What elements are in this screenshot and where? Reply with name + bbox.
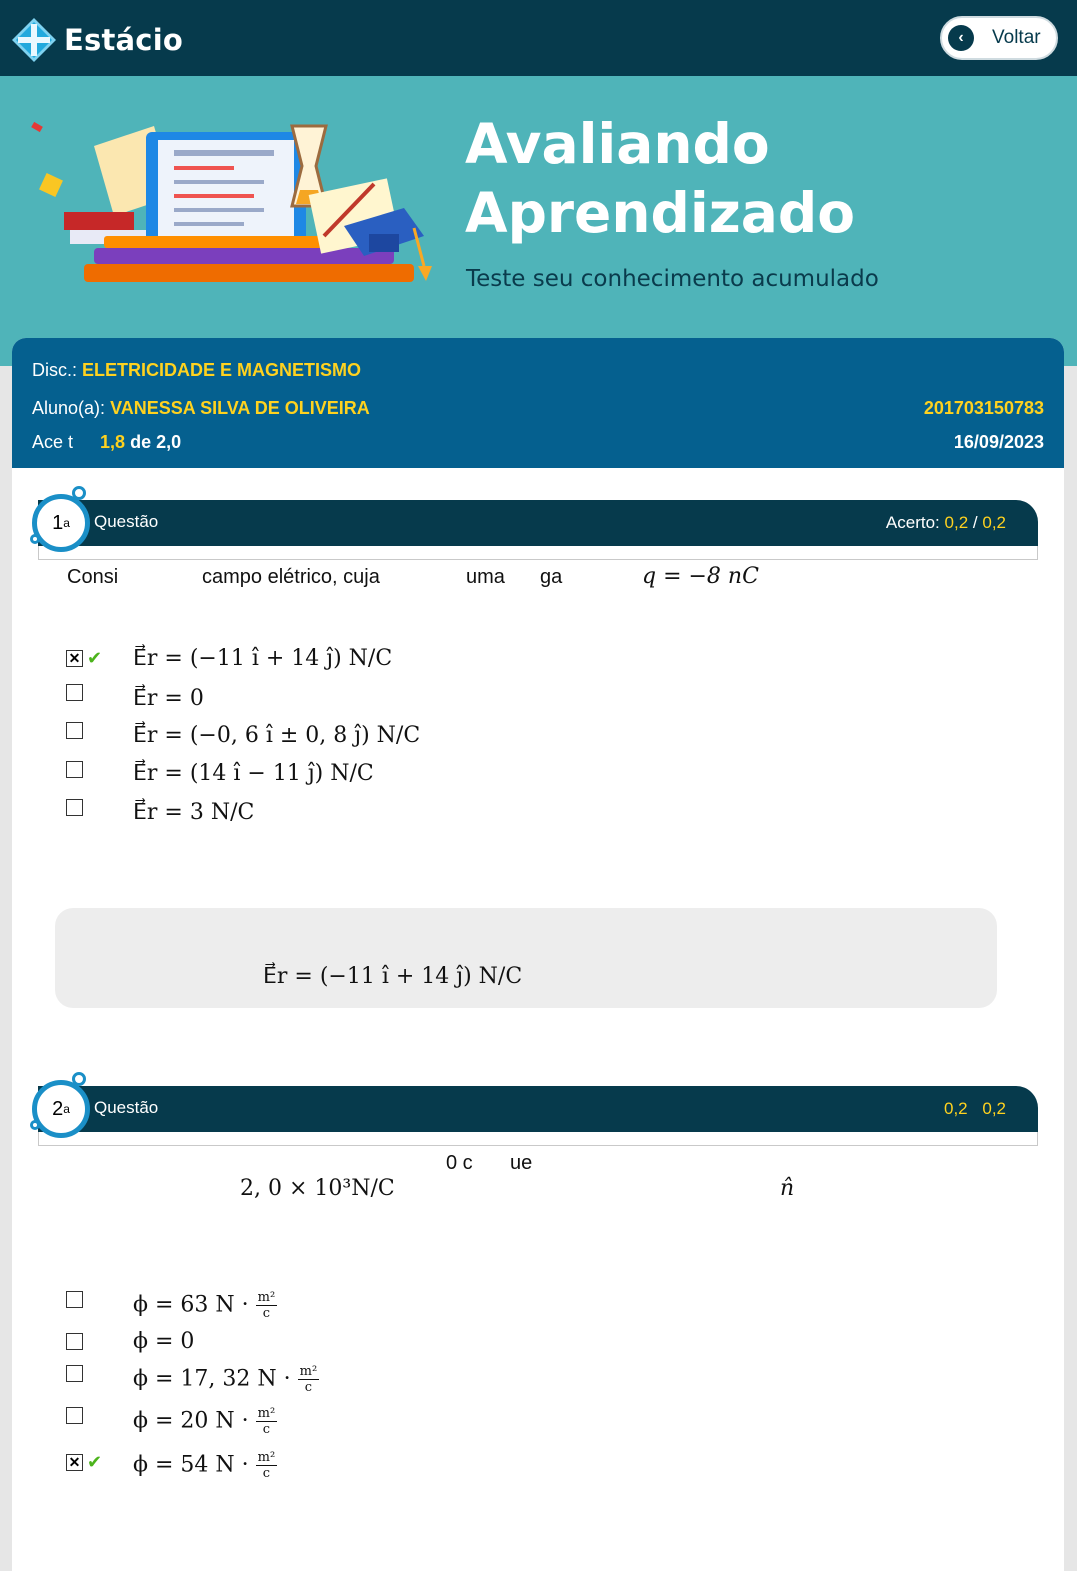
study-illustration bbox=[24, 116, 444, 306]
page-title-line1: Avaliando bbox=[465, 112, 770, 176]
exam-date: 16/09/2023 bbox=[953, 432, 1044, 452]
question-2-stem-a: 0 c bbox=[446, 1152, 473, 1174]
student-label: Aluno(a): bbox=[32, 398, 106, 418]
option-2e[interactable] bbox=[66, 1447, 103, 1477]
option-1c[interactable] bbox=[66, 715, 83, 745]
checkbox-icon[interactable] bbox=[66, 799, 83, 816]
answer-explanation-box bbox=[55, 908, 997, 1008]
checkbox-icon[interactable] bbox=[66, 1333, 83, 1350]
score-row bbox=[32, 432, 181, 453]
option-2c[interactable] bbox=[66, 1358, 83, 1388]
option-2a-text bbox=[133, 1290, 277, 1321]
question-1-ordinal: a bbox=[63, 516, 70, 530]
question-2-score bbox=[944, 1099, 1006, 1119]
option-2d-prefix: ϕ = 20 N · bbox=[133, 1408, 249, 1434]
checkbox-icon[interactable] bbox=[66, 722, 83, 739]
fraction-numerator: m² bbox=[257, 1290, 276, 1305]
question-1-stem-b: campo elétrico, cuja bbox=[202, 566, 380, 588]
brand-name: Estácio bbox=[64, 23, 183, 57]
option-2a-prefix: ϕ = 63 N · bbox=[133, 1292, 249, 1318]
checkbox-checked-icon[interactable]: ✕ bbox=[66, 650, 83, 667]
question-1-stem-a: Consi bbox=[67, 566, 119, 588]
fraction-numerator: m² bbox=[257, 1450, 276, 1465]
fraction-denominator: c bbox=[262, 1306, 271, 1321]
option-2b-text: ϕ = 0 bbox=[133, 1329, 195, 1354]
question-1-score-sep: / bbox=[972, 513, 978, 532]
student-info-panel bbox=[12, 338, 1064, 468]
left-gutter bbox=[0, 366, 12, 1571]
option-2b[interactable] bbox=[66, 1326, 83, 1356]
question-1-score-value: 0,2 bbox=[944, 513, 969, 532]
question-2-score-value: 0,2 bbox=[943, 1099, 968, 1118]
student-id: 201703150783 bbox=[923, 398, 1044, 418]
question-2-stem-math2: n̂ bbox=[780, 1176, 795, 1201]
score-value: 1,8 bbox=[100, 432, 126, 452]
option-2a-fraction bbox=[256, 1290, 278, 1321]
chevron-left-icon: ‹ bbox=[948, 25, 974, 51]
estacio-logo-icon bbox=[10, 16, 58, 64]
option-1a[interactable] bbox=[66, 643, 103, 673]
option-1e-text: E⃗r = 3 N/C bbox=[133, 800, 255, 825]
question-2-header bbox=[38, 1086, 1038, 1132]
badge-dot bbox=[30, 1120, 40, 1130]
checkbox-icon[interactable] bbox=[66, 684, 83, 701]
checkbox-icon[interactable] bbox=[66, 761, 83, 778]
question-2-stem-b: ue bbox=[510, 1152, 533, 1174]
student-name: VANESSA SILVA DE OLIVEIRA bbox=[110, 398, 370, 418]
option-2d[interactable] bbox=[66, 1400, 83, 1430]
page-subtitle: Teste seu conhecimento acumulado bbox=[466, 266, 879, 292]
question-1-number: 1 bbox=[52, 511, 64, 534]
option-2a[interactable] bbox=[66, 1284, 83, 1314]
question-1-frame bbox=[38, 546, 1038, 560]
fraction-denominator: c bbox=[262, 1422, 271, 1437]
question-1-score bbox=[886, 513, 1006, 533]
brand-logo[interactable] bbox=[10, 16, 183, 64]
option-1d[interactable] bbox=[66, 754, 83, 784]
question-1-score-max: 0,2 bbox=[982, 513, 1006, 532]
question-2-ordinal: a bbox=[63, 1102, 70, 1116]
checkmark-icon: ✔ bbox=[87, 647, 103, 668]
fraction-denominator: c bbox=[262, 1466, 271, 1481]
option-2e-fraction bbox=[256, 1450, 278, 1481]
question-1-stem-c: uma bbox=[466, 566, 505, 588]
question-1-score-label: Acerto: bbox=[885, 513, 940, 532]
option-2c-text bbox=[133, 1364, 319, 1395]
checkbox-icon[interactable] bbox=[66, 1291, 83, 1308]
page-title bbox=[465, 110, 855, 248]
answer-explanation-text: E⃗r = (−11 ı̂ + 14 ȷ̂) N/C bbox=[263, 964, 523, 989]
option-1a-text: E⃗r = (−11 ı̂ + 14 ȷ̂) N/C bbox=[133, 646, 393, 671]
question-2-stem-math1: 2, 0 × 10³N/C bbox=[240, 1176, 395, 1201]
right-gutter bbox=[1064, 366, 1077, 1571]
question-2-number: 2 bbox=[52, 1097, 64, 1120]
back-button[interactable] bbox=[940, 16, 1058, 60]
option-2c-fraction bbox=[298, 1364, 320, 1395]
option-2e-prefix: ϕ = 54 N · bbox=[133, 1452, 249, 1478]
fraction-numerator: m² bbox=[257, 1406, 276, 1421]
score-label: Ace t bbox=[32, 432, 74, 452]
page-title-line2: Aprendizado bbox=[465, 181, 856, 245]
question-1-stem-math: q = −8 nC bbox=[642, 564, 759, 589]
option-2e-text bbox=[133, 1450, 277, 1481]
checkmark-icon: ✔ bbox=[87, 1451, 103, 1472]
option-1c-text: E⃗r = (−0, 6 ı̂ ± 0, 8 ȷ̂) N/C bbox=[133, 723, 421, 748]
question-1-badge bbox=[32, 494, 90, 552]
score-total: de 2,0 bbox=[130, 432, 182, 452]
question-2-frame bbox=[38, 1132, 1038, 1146]
student-row bbox=[32, 398, 370, 419]
hero-banner bbox=[0, 76, 1077, 366]
top-bar bbox=[0, 0, 1077, 76]
checkbox-checked-icon[interactable]: ✕ bbox=[66, 1454, 83, 1471]
fraction-numerator: m² bbox=[299, 1364, 318, 1379]
option-1b-text: E⃗r = 0 bbox=[133, 686, 204, 711]
option-1d-text: E⃗r = (14 ı̂ − 11 ȷ̂) N/C bbox=[133, 761, 374, 786]
question-1-stem-d: ga bbox=[540, 566, 563, 588]
option-2d-fraction bbox=[256, 1406, 278, 1437]
fraction-denominator: c bbox=[304, 1380, 313, 1395]
question-2-score-max: 0,2 bbox=[982, 1099, 1006, 1118]
discipline-row bbox=[32, 360, 361, 381]
discipline-value: ELETRICIDADE E MAGNETISMO bbox=[82, 360, 362, 380]
question-2-label: Questão bbox=[94, 1098, 159, 1117]
checkbox-icon[interactable] bbox=[66, 1365, 83, 1382]
question-1-header bbox=[38, 500, 1038, 546]
option-2d-text bbox=[133, 1406, 277, 1437]
question-1-label: Questão bbox=[94, 512, 159, 531]
back-button-label: Voltar bbox=[992, 27, 1041, 48]
checkbox-icon[interactable] bbox=[66, 1407, 83, 1424]
question-2-badge bbox=[32, 1080, 90, 1138]
option-1b[interactable] bbox=[66, 677, 83, 707]
badge-dot bbox=[72, 1072, 86, 1086]
badge-dot bbox=[72, 486, 86, 500]
discipline-label: Disc.: bbox=[32, 360, 77, 380]
option-2c-prefix: ϕ = 17, 32 N · bbox=[133, 1366, 291, 1392]
option-1e[interactable] bbox=[66, 792, 83, 822]
badge-dot bbox=[30, 534, 40, 544]
